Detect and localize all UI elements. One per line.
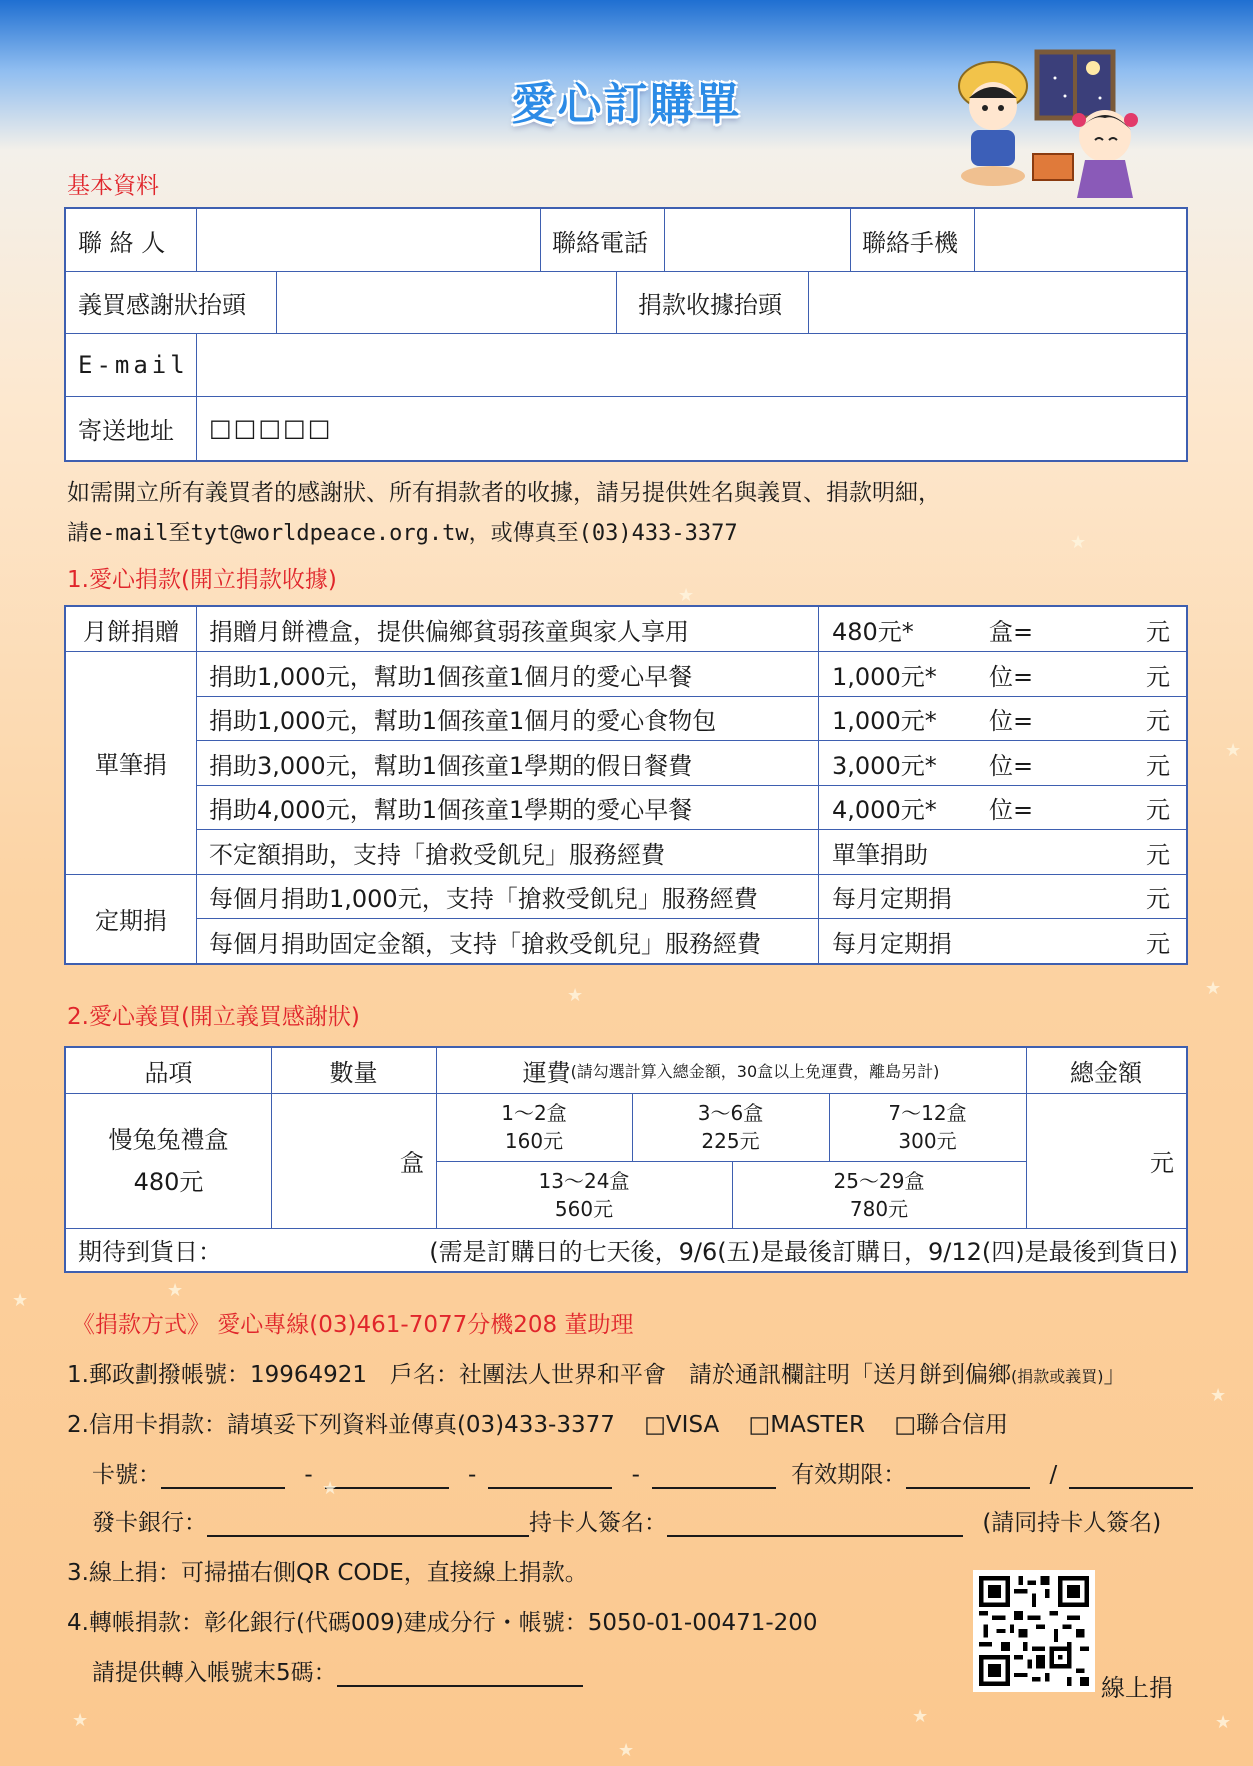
dash: -: [631, 1462, 640, 1488]
shipping-fee: 160元: [504, 1129, 564, 1153]
donation-yuan: 元: [1146, 751, 1170, 780]
thanks-letter-title-label: 義買感謝狀抬頭: [78, 290, 246, 319]
signature-label: 持卡人簽名：: [529, 1510, 667, 1536]
qr-code-label: 線上捐: [1101, 1674, 1173, 1702]
purchase-table: [64, 1046, 1188, 1273]
donation-unit: 位=: [989, 662, 1034, 691]
donation-price: 1,000元*: [832, 662, 937, 691]
donation-desc: 捐助1,000元，幫助1個孩童1個月的愛心早餐: [209, 662, 693, 691]
bank-field[interactable]: [207, 1513, 529, 1537]
donation-row[interactable]: [66, 652, 1184, 696]
star-decoration: ★: [12, 1290, 29, 1311]
credit-card-line: [67, 1406, 1008, 1439]
transfer-last5-label: 請提供轉入帳號末5碼：: [92, 1660, 337, 1686]
shipping-option[interactable]: [732, 1161, 1026, 1228]
star-decoration: ★: [322, 1478, 339, 1499]
mobile-label: 聯絡手機: [862, 228, 958, 257]
payment-heading: 《捐款方式》 愛心專線(03)461-7077分機208 董助理: [72, 1312, 634, 1338]
shipping-fee: 780元: [849, 1196, 909, 1221]
donation-heading: 1.愛心捐款(開立捐款收據): [67, 567, 337, 593]
star-decoration: ★: [72, 1710, 89, 1731]
transfer-last5-line: [92, 1654, 583, 1687]
shipping-fee: 300元: [898, 1129, 957, 1153]
qty-field[interactable]: [271, 1093, 436, 1228]
note-line-1: 如需開立所有義買者的感謝狀、所有捐款者的收據，請另提供姓名與義買、捐款明細，: [67, 480, 941, 506]
postal-transfer-line: [67, 1356, 1127, 1389]
postal-transfer-text: 1.郵政劃撥帳號：19964921 戶名：社團法人世界和平會 請於通訊欄註明「送月餅到偏鄉: [67, 1362, 1012, 1388]
address-label: 寄送地址: [78, 416, 174, 445]
star-decoration: ★: [1070, 532, 1087, 553]
donation-price: 每月定期捐: [832, 929, 952, 958]
donation-price: 480元*: [832, 617, 914, 646]
card-number-label: 卡號：: [92, 1462, 161, 1488]
donation-row[interactable]: [66, 607, 1184, 651]
donation-unit: 位=: [989, 795, 1034, 824]
page-title: 愛心訂購單: [511, 79, 742, 130]
shipping-option[interactable]: [436, 1161, 732, 1228]
purchase-heading: 2.愛心義買(開立義買感謝狀): [67, 1004, 360, 1030]
item-price: 480元: [133, 1167, 204, 1196]
signature-note: (請同持卡人簽名): [982, 1510, 1162, 1536]
shipping-option[interactable]: [632, 1093, 829, 1161]
bank-transfer-line: 4.轉帳捐款：彰化銀行(代碼009)建成分行・帳號：5050-01-00471-200: [67, 1610, 818, 1636]
receipt-title-label: 捐款收據抬頭: [638, 290, 782, 319]
shipping-range: 1～2盒: [501, 1101, 567, 1125]
card-number-field-2[interactable]: [325, 1465, 449, 1489]
shipping-header-label: 運費: [522, 1059, 571, 1087]
bank-signature-line: [92, 1504, 1161, 1537]
card-number-field-1[interactable]: [161, 1465, 285, 1489]
card-number-field-3[interactable]: [488, 1465, 612, 1489]
shipping-range: 25～29盒: [833, 1168, 925, 1193]
contact-label: 聯 絡 人: [78, 228, 166, 257]
donation-desc: 每個月捐助固定金額，支持「搶救受飢兒」服務經費: [209, 929, 761, 958]
master-checkbox[interactable]: □MASTER: [748, 1412, 866, 1438]
star-decoration: ★: [167, 1280, 184, 1301]
email-label: E-mail: [78, 350, 189, 379]
address-field[interactable]: □□□□□: [209, 414, 333, 442]
note-line-2: 請e-mail至tyt@worldpeace.org.tw，或傳真至(03)433-3377: [67, 521, 738, 546]
total-field[interactable]: [1026, 1093, 1186, 1228]
phone-label: 聯絡電話: [552, 228, 648, 257]
card-number-field-4[interactable]: [652, 1465, 776, 1489]
donation-price: 4,000元*: [832, 795, 937, 824]
donation-yuan: 元: [1146, 840, 1170, 869]
donation-price: 單筆捐助: [832, 840, 928, 869]
basic-info-heading: 基本資料: [67, 173, 159, 199]
star-decoration: ★: [1205, 978, 1222, 999]
donation-yuan: 元: [1146, 884, 1170, 913]
credit-card-text: 2.信用卡捐款：請填妥下列資料並傳真(03)433-3377: [67, 1412, 615, 1438]
item-cell: [66, 1093, 271, 1228]
delivery-date-note: (需是訂購日的七天後，9/6(五)是最後訂購日，9/12(四)是最後到貨日): [429, 1238, 1178, 1266]
col-shipping-header: [436, 1048, 1026, 1093]
shipping-range: 13～24盒: [538, 1168, 630, 1193]
slash: /: [1049, 1462, 1058, 1488]
phone-field[interactable]: [665, 209, 850, 271]
email-field[interactable]: [197, 333, 1186, 396]
donation-unit: 位=: [989, 751, 1034, 780]
star-decoration: ★: [912, 1706, 929, 1727]
signature-field[interactable]: [667, 1513, 963, 1537]
card-number-line: [92, 1456, 1193, 1489]
thanks-letter-title-field[interactable]: [277, 271, 616, 333]
shipping-fee: 560元: [554, 1196, 614, 1221]
union-card-checkbox[interactable]: □聯合信用: [894, 1412, 1009, 1438]
donation-price: 1,000元*: [832, 706, 937, 735]
donation-desc: 捐贈月餅禮盒，提供偏鄉貧弱孩童與家人享用: [209, 617, 689, 646]
group-regular-label: 定期捐: [95, 907, 167, 935]
col-total-header: 總金額: [1070, 1059, 1142, 1087]
star-decoration: ★: [1225, 740, 1242, 761]
expiry-label: 有效期限：: [791, 1462, 907, 1488]
shipping-fee: 225元: [701, 1129, 760, 1153]
donation-row[interactable]: [66, 741, 1184, 785]
bank-label: 發卡銀行：: [92, 1510, 207, 1536]
donation-desc: 每個月捐助1,000元，支持「搶救受飢兒」服務經費: [209, 884, 758, 913]
kids-illustration: [945, 48, 1170, 208]
donation-desc: 捐助4,000元，幫助1個孩童1學期的愛心早餐: [209, 795, 693, 824]
shipping-option[interactable]: [829, 1093, 1026, 1161]
donation-table: [64, 605, 1188, 965]
star-decoration: ★: [678, 585, 695, 606]
dash: -: [467, 1462, 477, 1488]
col-item-header: 品項: [144, 1059, 193, 1087]
donation-desc: 捐助1,000元，幫助1個孩童1個月的愛心食物包: [209, 706, 717, 735]
donation-unit: 盒=: [989, 617, 1034, 646]
donation-yuan: 元: [1146, 706, 1170, 735]
star-decoration: ★: [618, 1740, 635, 1761]
mobile-field[interactable]: [975, 209, 1186, 271]
star-decoration: ★: [1215, 1712, 1232, 1733]
group-single-label: 單筆捐: [95, 751, 167, 779]
shipping-range: 3～6盒: [697, 1101, 764, 1125]
delivery-date-label[interactable]: 期待到貨日：: [78, 1238, 222, 1266]
star-decoration: ★: [1210, 1385, 1227, 1406]
col-qty-header: 數量: [329, 1059, 378, 1087]
qty-unit: 盒: [400, 1149, 424, 1177]
donation-row[interactable]: [66, 696, 1184, 740]
shipping-range: 7～12盒: [888, 1101, 967, 1125]
donation-row[interactable]: [66, 785, 1184, 829]
total-unit: 元: [1150, 1149, 1174, 1177]
receipt-title-field[interactable]: [809, 271, 1186, 333]
postal-transfer-note: (捐款或義買): [1011, 1367, 1104, 1386]
donation-unit: 位=: [989, 706, 1034, 735]
online-donation-line: 3.線上捐：可掃描右側QR CODE，直接線上捐款。: [67, 1560, 588, 1586]
postal-transfer-end: 」: [1103, 1362, 1127, 1388]
expiry-month-field[interactable]: [906, 1465, 1030, 1489]
donation-row[interactable]: [66, 919, 1184, 963]
qr-code-graphic: [979, 1576, 1089, 1686]
donation-price: 每月定期捐: [832, 884, 952, 913]
donation-row[interactable]: [66, 830, 1184, 874]
shipping-header-note: (請勾選計算入總金額，30盒以上免運費，離島另計): [570, 1062, 940, 1081]
transfer-last5-field[interactable]: [337, 1663, 583, 1687]
star-decoration: ★: [567, 985, 584, 1006]
expiry-year-field[interactable]: [1069, 1465, 1193, 1489]
contact-field[interactable]: [197, 209, 540, 271]
donation-desc: 不定額捐助，支持「搶救受飢兒」服務經費: [209, 840, 665, 869]
visa-checkbox[interactable]: □VISA: [644, 1412, 720, 1438]
donation-yuan: 元: [1146, 795, 1170, 824]
donation-row[interactable]: [66, 874, 1184, 918]
donation-yuan: 元: [1146, 662, 1170, 691]
dash: -: [304, 1462, 313, 1488]
qr-code[interactable]: [973, 1570, 1095, 1692]
donation-desc: 捐助3,000元，幫助1個孩童1學期的假日餐費: [209, 751, 693, 780]
basic-info-table: [64, 207, 1188, 462]
group-mooncake-label: 月餅捐贈: [83, 617, 179, 646]
shipping-option[interactable]: [436, 1093, 632, 1161]
item-name: 慢兔兔禮盒: [108, 1125, 229, 1154]
donation-yuan: 元: [1146, 929, 1170, 958]
donation-yuan: 元: [1146, 617, 1170, 646]
donation-price: 3,000元*: [832, 751, 937, 780]
